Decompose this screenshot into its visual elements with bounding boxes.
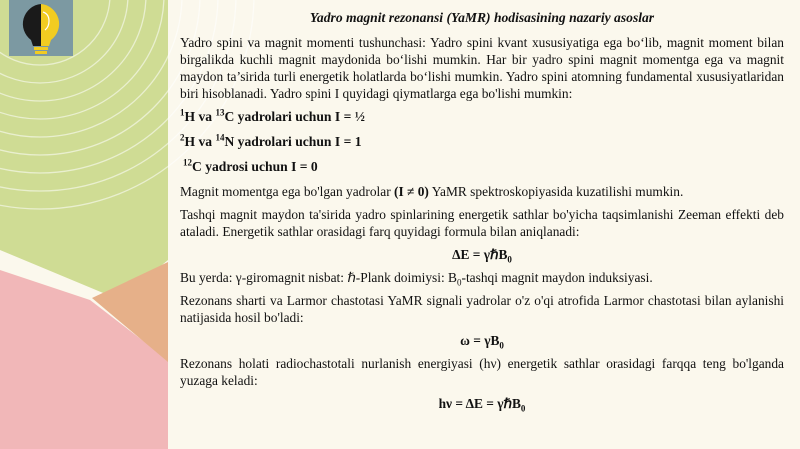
formula-text: hν = ΔE = γℏB xyxy=(438,396,521,411)
spin-line-1 xyxy=(180,108,784,125)
slide-title: Yadro magnit rezonansi (YaMR) hodisasining nazariy asoslar xyxy=(309,10,655,25)
paragraph-magnetic-moment xyxy=(180,183,784,200)
subscript: 0 xyxy=(499,340,504,351)
spin-line-3 xyxy=(180,158,784,175)
superscript: 14 xyxy=(215,132,225,143)
superscript: 13 xyxy=(215,107,225,118)
paragraph-resonance: Rezonans holati radiochastotali nurlanish energiyasi (hν) energetik sathlar orasidagi farqqa teng bo'lganda yuzaga keladi: xyxy=(180,356,784,388)
paragraph-zeeman: Tashqi magnit maydon ta'sirida yadro spinlarining energetik sathlar bo'yicha taqsimlanishi Zeeman effekti deb ataladi. Energetik sathlar orasidagi farq quyidagi formula bilan aniqlanadi: xyxy=(180,207,784,239)
text-span: H va xyxy=(184,134,216,149)
paragraph-larmor: Rezonans sharti va Larmor chastotasi YaMR signali yadrolar o'z o'qi atrofida Larmor chastotasi bilan aylanishi natijasida hosil bo'ladi: xyxy=(180,293,784,325)
paragraph-definitions xyxy=(180,269,784,286)
slide-content xyxy=(180,9,784,418)
superscript: 2 xyxy=(180,132,185,143)
text-span: Magnit momentga ega bo'lgan yadrolar xyxy=(180,184,394,199)
text-span: C yadrolari uchun I = ½ xyxy=(224,109,365,124)
subscript: 0 xyxy=(457,277,462,288)
paragraph-spin-intro: Yadro spini va magnit momenti tushunchasi: Yadro spini kvant xususiyatiga ega bo‘lib, magnit moment bilan birgalikda kuchli magnit maydonida bo‘lishi mumkin. Har bir yadro spini magnit momentga ega va magnit maydon ta’sirida turli energetik holatlarda bo‘lishi mumkin. Yadro spini atomning fundamental xususiyatlaridan biri hisoblanadi. Yadro spini I quyidagi qiymatlarga ega bo'lishi mumkin: xyxy=(180,35,784,101)
text-span: C yadrosi uchun I = 0 xyxy=(192,159,318,174)
subscript: 0 xyxy=(507,254,512,265)
lightbulb-head-logo-icon xyxy=(9,0,73,56)
text-span: Bu yerda: γ-giromagnit nisbat: ℏ-Plank doimiysi: B xyxy=(180,270,457,285)
text-span: -tashqi magnit maydon induksiyasi. xyxy=(461,270,653,285)
formula-energy-difference xyxy=(180,246,784,263)
superscript: 12 xyxy=(183,157,192,168)
text-span: YaMR spektroskopiyasida kuzatilishi mumkin. xyxy=(428,184,684,199)
formula-text: ΔE = γℏB xyxy=(452,247,508,262)
formula-larmor xyxy=(180,332,784,349)
text-span: H va xyxy=(184,109,216,124)
superscript: 1 xyxy=(180,107,185,118)
spin-condition: (I ≠ 0) xyxy=(394,184,429,199)
text-span: N yadrolari uchun I = 1 xyxy=(224,134,362,149)
subscript: 0 xyxy=(520,403,526,414)
formula-text: ω = γB xyxy=(460,333,500,348)
spin-line-2 xyxy=(180,133,784,150)
formula-resonance xyxy=(180,395,784,412)
